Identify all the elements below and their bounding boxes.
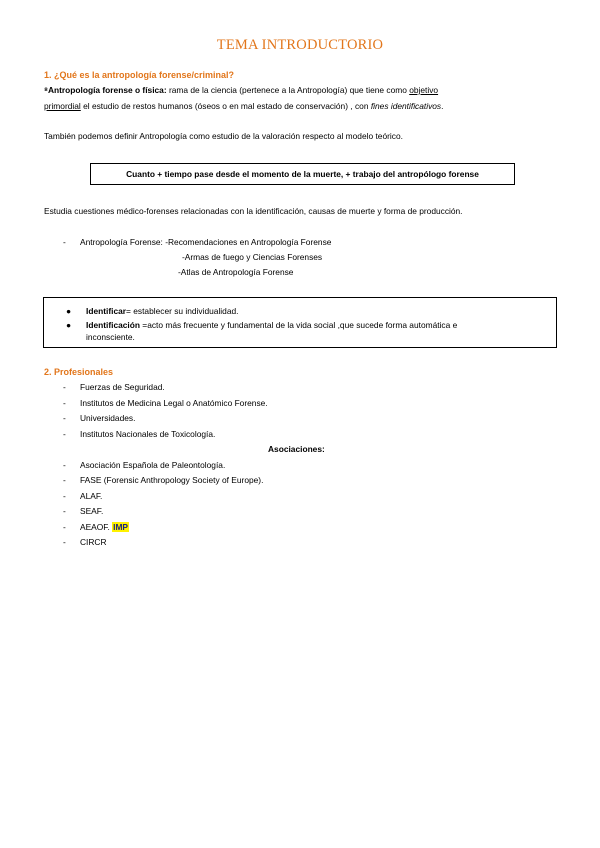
list-dash: - — [63, 413, 66, 423]
af-item: -Recomendaciones en Antropología Forense — [165, 237, 332, 247]
aeaof-label: AEAOF. — [80, 522, 113, 532]
definition-text-b: el estudio de restos humanos (óseos o en mal estado de conservación) , con — [80, 101, 371, 111]
definition-italic: fines identificativos — [370, 101, 442, 111]
footnote-marker: ⁸ — [44, 85, 48, 95]
underlined-primordial: primordial — [44, 101, 81, 111]
bullet-icon: ● — [66, 306, 72, 316]
definition-term: Antropología forense o física — [47, 85, 164, 95]
asociaciones-heading: Asociaciones: — [268, 444, 325, 454]
list-item: ALAF. — [80, 491, 103, 501]
list-item: Institutos de Medicina Legal o Anatómico Forense. — [80, 398, 268, 408]
underlined-objetivo: objetivo — [409, 85, 439, 95]
list-dash: - — [63, 398, 66, 408]
bullet-term: Identificación — [86, 320, 140, 330]
bullet-identificacion — [86, 320, 457, 331]
imp-highlight: IMP — [113, 522, 129, 532]
list-item: Fuerzas de Seguridad. — [80, 382, 165, 392]
highlight-box-time: Cuanto + tiempo pase desde el momento de la muerte, + trabajo del antropólogo forense — [90, 163, 515, 185]
list-dash: - — [63, 537, 66, 547]
af-line-1 — [80, 237, 331, 248]
list-dash: - — [63, 429, 66, 439]
list-item: FASE (Forensic Anthropology Society of Europe). — [80, 475, 264, 485]
page-title: TEMA INTRODUCTORIO — [216, 37, 384, 53]
bullet-text: =acto más frecuente y fundamental de la vida social ,que sucede forma automática e — [139, 320, 458, 330]
definition-line-2 — [44, 101, 443, 112]
list-dash: - — [63, 382, 66, 392]
list-dash: - — [63, 460, 66, 470]
af-item: -Armas de fuego y Ciencias Forenses — [182, 252, 323, 262]
definition-line-1 — [44, 85, 438, 96]
bullet-term: Identificar — [86, 306, 127, 316]
bullet-text-continuation: inconsciente. — [86, 332, 135, 342]
studies-paragraph: Estudia cuestiones médico-forenses relacionadas con la identificación, causas de muerte y forma de producción. — [44, 206, 463, 216]
list-item: Universidades. — [80, 413, 136, 423]
section-2-heading: 2. Profesionales — [44, 367, 114, 377]
list-item: SEAF. — [80, 506, 104, 516]
definition-text-a: rama de la ciencia (pertenece a la Antropología) que tiene como — [166, 85, 410, 95]
also-definition: También podemos definir Antropología como estudio de la valoración respecto al modelo teórico. — [44, 131, 403, 141]
af-item: -Atlas de Antropología Forense — [178, 267, 294, 277]
bullet-text: = establecer su individualidad. — [126, 306, 239, 316]
bullet-icon: ● — [66, 320, 72, 330]
list-item: Asociación Española de Paleontología. — [80, 460, 226, 470]
identification-box — [43, 297, 557, 348]
list-dash: - — [63, 237, 66, 247]
af-label: Antropología Forense: — [80, 237, 166, 247]
list-dash: - — [63, 491, 66, 501]
list-dash: - — [63, 506, 66, 516]
bullet-identificar — [86, 306, 238, 317]
definition-end: . — [441, 101, 444, 111]
list-item: CIRCR — [80, 537, 107, 547]
section-1-heading: 1. ¿Qué es la antropología forense/criminal? — [44, 70, 235, 80]
list-item: Institutos Nacionales de Toxicología. — [80, 429, 216, 439]
list-dash: - — [63, 522, 66, 532]
list-dash: - — [63, 475, 66, 485]
list-item-aeaof — [80, 522, 129, 533]
definition-colon: : — [163, 85, 167, 95]
